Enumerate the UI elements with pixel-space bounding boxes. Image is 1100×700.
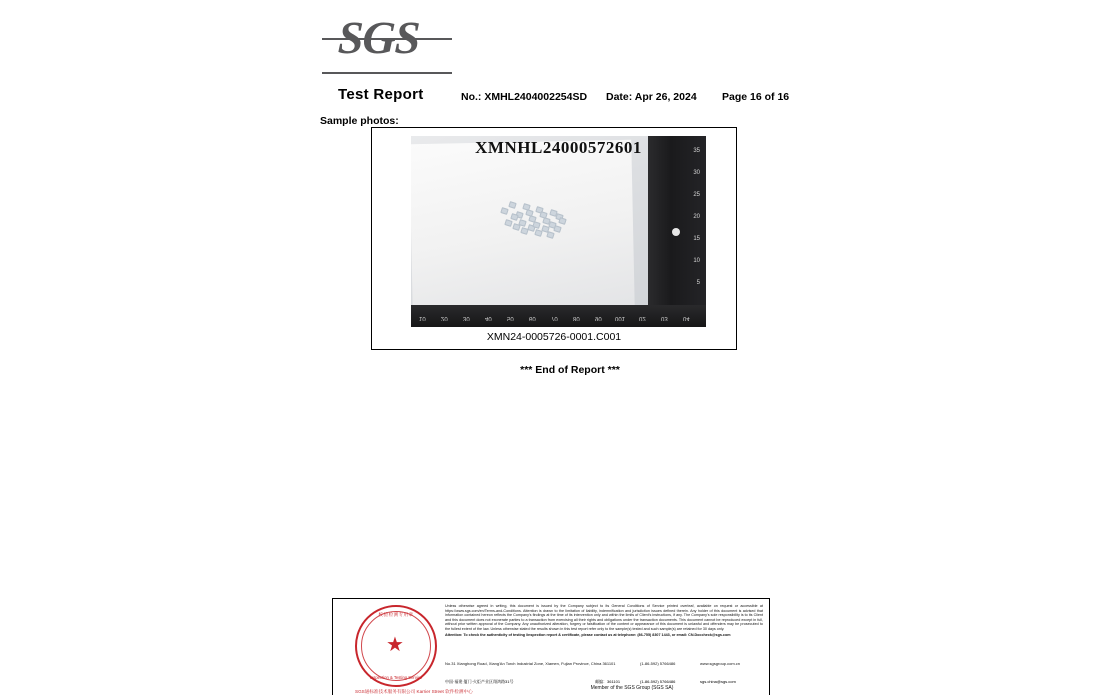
logo-rule-bottom [322,72,452,74]
sample-photos-label: Sample photos: [320,115,399,127]
photo-caption: XMN24-0005726-0001.C001 [486,331,622,343]
footer-member-line [333,685,771,691]
photo-sample-granules [499,198,569,238]
end-of-report [0,364,1100,376]
end-of-report-text: *** End of Report *** [520,364,620,376]
report-footer [332,598,770,695]
page-title: Test Report [338,86,424,103]
report-date: Date: Apr 26, 2024 [606,91,697,103]
sample-photo-frame [371,127,737,350]
stamp-top-text: 校验检测专用章 [378,612,414,617]
report-header [338,86,808,110]
photo-vertical-ruler: 35 30 25 20 15 10 5 [648,136,706,327]
stamp-mid-text: Inspection & Testing Service [369,675,423,680]
photo-sample-id-overlay: XMNHL24000572601 [475,138,642,157]
footer-contact-en [445,661,767,667]
footer-web-en: www.sgsgroup.com.cn [700,661,741,666]
footer-email-cn: sgs.china@sgs.com [700,679,736,684]
footer-disclaimer-paragraph-1: Unless otherwise agreed in writing, this document is issued by the Company subject to its General Conditions of Service printed overleaf, available on request or accessible at https://www.sgs.com/en/Terms-and-Conditions. Attention is drawn to the limitation of liability, indemnification and jurisdiction issues defined therein. Any holder of this document is advised that information contained hereon reflects the Company's findings at the time of its intervention only and within the limits of Client's instructions, if any. The Company's sole responsibility is to its Client and this document does not exonerate parties to a transaction from exercising all their rights and obligations under the transaction documents. This document cannot be reproduced except in full, without prior written approval of the Company. Any unauthorized alteration, forgery or falsification of the content or appearance of this document is unlawful and offenders may be prosecuted to the fullest extent of the law. Unless otherwise stated the results shown in this test report refer only to the sample(s) tested and such sample(s) are retained for 30 days only. [445,604,763,631]
sample-photo-inner [376,132,732,327]
footer-phone-cn: (1-86-592) 5766486 [640,679,676,684]
photo-horizontal-ruler: 10 20 30 40 50 60 70 80 90 001 02 03 04 [411,305,706,327]
footer-address-en: No.31 Xianghong Road, Xiang'An Torch Industrial Zone, Xiamen, Fujian Province, China 361101 [445,661,616,666]
footer-disclaimer [445,604,763,638]
footer-address-cn: 中国·福建·厦门·火炬产业区翔鸿路31号 [445,679,514,684]
company-stamp [355,605,473,694]
footer-contact-row [445,661,767,667]
stamp-side-text: SGS通标准技术服务有限公司 Karrier Street 软件检测中心 [355,689,473,694]
logo-text: SGS [337,12,421,63]
footer-phone-en: (1-86-592) 5766486 [640,661,676,666]
sgs-logo [322,12,452,74]
sample-photo-image [411,136,706,327]
photo-ruler-hole [672,228,680,236]
footer-disclaimer-paragraph-2: Attention: To check the authenticity of testing /inspection report & certificate, please contact us at telephone: (86-755) 8307 1443, or email: CN.Doccheck@sgs.com [445,632,731,637]
report-page-number: Page 16 of 16 [722,91,790,103]
footer-member-text: Member of the SGS Group (SGS SA) [590,685,674,691]
report-number: No.: XMHL2404002254SD [461,91,588,103]
footer-zip-cn: 邮编：361101 [595,679,621,684]
